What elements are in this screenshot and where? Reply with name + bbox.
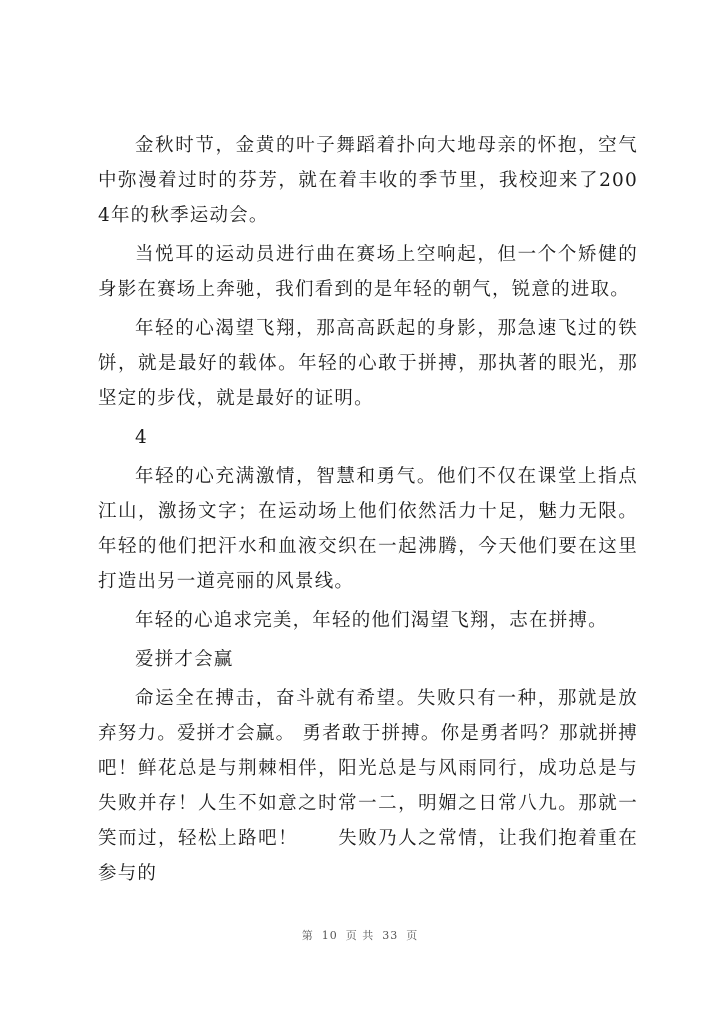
footer-current-page: 10: [321, 929, 338, 942]
paragraph-young-heart-perfect: 年轻的心追求完美，年轻的他们渴望飞翔，志在拼搏。: [135, 610, 608, 631]
footer-total-pages: 33: [382, 929, 399, 942]
footer-prefix: 第: [301, 929, 314, 942]
footer-suffix: 页: [406, 929, 419, 942]
footer-middle: 页 共: [345, 929, 375, 942]
section-number: 4: [135, 427, 148, 448]
paragraph-young-heart-passion: 年轻的心充满激情，智慧和勇气。他们不仅在课堂上指点江山，激扬文字；在运动场上他们依然活力十足，魅力无限。年轻的他们把汗水和血液交织在一起沸腾，今天他们要在这里打造出另一道亮丽的风景线。: [98, 466, 638, 592]
paragraph-march: 当悦耳的运动员进行曲在赛场上空响起，但一个个矫健的身影在赛场上奔驰，我们看到的是年轻的朝气，锐意的进取。: [98, 244, 638, 300]
section-heading: 爱拼才会赢: [135, 649, 234, 670]
paragraph-fate: 命运全在搏击，奋斗就有希望。失败只有一种，那就是放弃努力。爱拼才会赢。 勇者敢于拼搏。你是勇者吗？那就拼搏吧！鲜花总是与荆棘相伴，阳光总是与风雨同行，成功总是与失败并存！人生不如意之时常一二，明媚之日常八九。那就一笑而过，轻松上路吧！ 失败乃人之常情，让我们抱着重在参与的: [98, 688, 638, 884]
document-body: [98, 128, 638, 891]
page-footer: [0, 927, 720, 943]
paragraph-intro: 金秋时节，金黄的叶子舞蹈着扑向大地母亲的怀抱，空气中弥漫着过时的芬芳，就在着丰收的季节里，我校迎来了2004年的秋季运动会。: [98, 135, 638, 226]
paragraph-young-heart-fly: 年轻的心渴望飞翔，那高高跃起的身影，那急速飞过的铁饼，就是最好的载体。年轻的心敢于拼搏，那执著的眼光，那坚定的步伐，就是最好的证明。: [98, 318, 638, 409]
